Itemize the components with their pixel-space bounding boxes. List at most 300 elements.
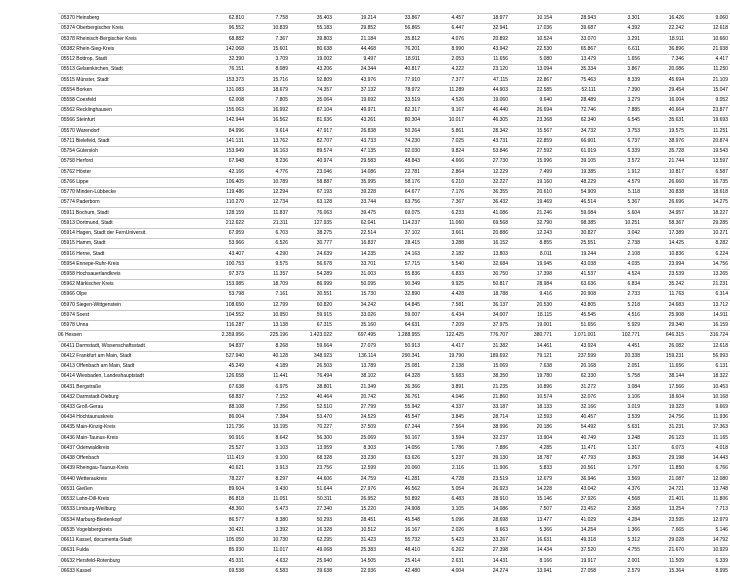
- value-cell: 19.160: [510, 177, 554, 187]
- value-cell: 11.250: [686, 65, 730, 75]
- value-cell: 31.423: [334, 535, 378, 545]
- value-cell: 14.792: [686, 535, 730, 545]
- value-cell: 5.833: [510, 464, 554, 474]
- value-cell: 53.966: [202, 239, 246, 249]
- value-cell: 38.275: [290, 228, 334, 238]
- value-cell: 23.046: [290, 167, 334, 177]
- value-cell: 49.068: [290, 546, 334, 556]
- value-cell: 37.520: [554, 546, 598, 556]
- value-cell: 86.999: [290, 280, 334, 290]
- table-row: [58, 402, 730, 412]
- value-cell: 3.248: [598, 433, 642, 443]
- value-cell: 75.463: [554, 75, 598, 85]
- value-cell: 36.761: [378, 392, 422, 402]
- value-cell: 3.105: [422, 505, 466, 515]
- value-cell: 102.771: [598, 331, 642, 341]
- value-cell: 32.890: [378, 290, 422, 300]
- value-cell: 32.166: [554, 402, 598, 412]
- value-cell: 697.495: [334, 331, 378, 341]
- value-cell: 11.289: [422, 85, 466, 95]
- region-name-cell: 05512 Bottrop, Stadt: [58, 54, 202, 64]
- value-cell: 19.214: [334, 14, 378, 24]
- region-name-cell: 05970 Siegen-Wittgenstein: [58, 300, 202, 310]
- region-name-cell: 06533 Limburg-Weilburg: [58, 505, 202, 515]
- value-cell: 16.992: [246, 106, 290, 116]
- value-cell: 7.346: [642, 54, 686, 64]
- value-cell: 3.863: [598, 454, 642, 464]
- value-cell: 25.081: [378, 361, 422, 371]
- value-cell: 6.737: [598, 136, 642, 146]
- value-cell: 316.724: [686, 331, 730, 341]
- value-cell: 1.423.022: [290, 331, 334, 341]
- value-cell: 646.315: [642, 331, 686, 341]
- region-name-cell: 05711 Bielefeld, Stadt: [58, 136, 202, 146]
- value-cell: 4.666: [422, 157, 466, 167]
- value-cell: 153.949: [202, 147, 246, 157]
- table-row: [58, 413, 730, 423]
- region-name-cell: 06531 Gießen: [58, 484, 202, 494]
- value-cell: 36.366: [378, 382, 422, 392]
- value-cell: 90.349: [378, 280, 422, 290]
- value-cell: 25.414: [378, 556, 422, 566]
- value-cell: 4.728: [422, 474, 466, 484]
- value-cell: 7.758: [246, 14, 290, 24]
- value-cell: 25.908: [642, 310, 686, 320]
- value-cell: 27.340: [290, 505, 334, 515]
- value-cell: 12.229: [466, 167, 510, 177]
- value-cell: 25.069: [334, 433, 378, 443]
- value-cell: 16.328: [290, 525, 334, 535]
- value-cell: 34.007: [466, 310, 510, 320]
- value-cell: 142.068: [202, 44, 246, 54]
- value-cell: 14.235: [334, 249, 378, 259]
- value-cell: 39.130: [466, 454, 510, 464]
- region-name-cell: 06434 Hochtaunuskreis: [58, 413, 202, 423]
- table-row: [58, 566, 730, 576]
- value-cell: 13.762: [246, 136, 290, 146]
- value-cell: 53.798: [202, 290, 246, 300]
- value-cell: 33.867: [378, 14, 422, 24]
- value-cell: 33.267: [466, 535, 510, 545]
- value-cell: 24.639: [290, 249, 334, 259]
- value-cell: 21.401: [642, 495, 686, 505]
- value-cell: 2.053: [422, 54, 466, 64]
- value-cell: 25.551: [554, 239, 598, 249]
- value-cell: 97.373: [202, 269, 246, 279]
- value-cell: 55.942: [378, 402, 422, 412]
- value-cell: 14.434: [510, 546, 554, 556]
- value-cell: 11.656: [466, 54, 510, 64]
- value-cell: 2.026: [422, 525, 466, 535]
- value-cell: 37.975: [466, 321, 510, 331]
- value-cell: 6.833: [422, 269, 466, 279]
- value-cell: 17.036: [510, 24, 554, 34]
- value-cell: 13.138: [246, 321, 290, 331]
- value-cell: 92.809: [290, 75, 334, 85]
- value-cell: 8.297: [246, 474, 290, 484]
- value-cell: 21.235: [466, 382, 510, 392]
- value-cell: 9.416: [510, 290, 554, 300]
- value-cell: 6.975: [246, 382, 290, 392]
- value-cell: 119.486: [202, 187, 246, 197]
- value-cell: 27.079: [334, 341, 378, 351]
- value-cell: 59.915: [290, 310, 334, 320]
- value-cell: 68.328: [290, 454, 334, 464]
- value-cell: 14.425: [642, 239, 686, 249]
- value-cell: 35.334: [554, 65, 598, 75]
- value-cell: 8.380: [246, 515, 290, 525]
- value-cell: 25.527: [202, 443, 246, 453]
- value-cell: 26.696: [642, 198, 686, 208]
- value-cell: 153.373: [202, 75, 246, 85]
- value-cell: 67.948: [202, 157, 246, 167]
- value-cell: 14.275: [686, 198, 730, 208]
- value-cell: 59.007: [378, 310, 422, 320]
- value-cell: 106.405: [202, 177, 246, 187]
- value-cell: 23.539: [642, 269, 686, 279]
- value-cell: 6.073: [642, 443, 686, 453]
- value-cell: 2.579: [598, 566, 642, 576]
- value-cell: 13.094: [510, 65, 554, 75]
- table-row: [58, 116, 730, 126]
- value-cell: 23.368: [510, 116, 554, 126]
- value-cell: 10.524: [510, 34, 554, 44]
- value-cell: 26.123: [642, 433, 686, 443]
- value-cell: 1.797: [598, 464, 642, 474]
- value-cell: 46.514: [554, 198, 598, 208]
- table-row: [58, 126, 730, 136]
- value-cell: 50.167: [378, 433, 422, 443]
- value-cell: 15.601: [246, 44, 290, 54]
- value-cell: 10.168: [686, 392, 730, 402]
- value-cell: 2.182: [422, 249, 466, 259]
- value-cell: 38.976: [642, 136, 686, 146]
- value-cell: 6.766: [686, 464, 730, 474]
- table-row: [58, 310, 730, 320]
- value-cell: 44.903: [466, 85, 510, 95]
- value-cell: 20.610: [510, 187, 554, 197]
- value-cell: 69.075: [378, 208, 422, 218]
- value-cell: 62.008: [202, 95, 246, 105]
- value-cell: 348.923: [290, 351, 334, 361]
- value-cell: 25.940: [290, 556, 334, 566]
- value-cell: 27.398: [466, 546, 510, 556]
- value-cell: 7.176: [422, 187, 466, 197]
- value-cell: 14.461: [510, 341, 554, 351]
- value-cell: 11.051: [246, 495, 290, 505]
- value-cell: 32.941: [466, 24, 510, 34]
- value-cell: 21.087: [642, 474, 686, 484]
- value-cell: 2.733: [598, 290, 642, 300]
- value-cell: 29.028: [642, 535, 686, 545]
- value-cell: 4.516: [598, 310, 642, 320]
- value-cell: 776.707: [466, 331, 510, 341]
- value-cell: 2.116: [422, 464, 466, 474]
- value-cell: 21.938: [686, 44, 730, 54]
- value-cell: 24.344: [334, 65, 378, 75]
- value-cell: 62.295: [290, 535, 334, 545]
- value-cell: 4.579: [598, 177, 642, 187]
- value-cell: 50.817: [466, 280, 510, 290]
- value-cell: 4.417: [422, 341, 466, 351]
- value-cell: 34.732: [554, 126, 598, 136]
- value-cell: 24.163: [378, 249, 422, 259]
- value-cell: 86.577: [202, 515, 246, 525]
- value-cell: 27.058: [554, 566, 598, 576]
- value-cell: 76.201: [378, 44, 422, 54]
- value-cell: 25.383: [334, 546, 378, 556]
- value-cell: 26.503: [290, 361, 334, 371]
- value-cell: 52.111: [554, 85, 598, 95]
- value-cell: 4.376: [598, 484, 642, 494]
- value-cell: 30.827: [554, 228, 598, 238]
- value-cell: 18.227: [686, 208, 730, 218]
- table-row: [58, 147, 730, 157]
- value-cell: 39.687: [554, 24, 598, 34]
- value-cell: 28.714: [466, 413, 510, 423]
- value-cell: 33.187: [466, 402, 510, 412]
- value-cell: 5.118: [598, 187, 642, 197]
- value-cell: 4.428: [422, 290, 466, 300]
- value-cell: 22.530: [510, 44, 554, 54]
- value-cell: 14.431: [466, 556, 510, 566]
- region-name-cell: 05966 Olpe: [58, 290, 202, 300]
- value-cell: 20.086: [642, 65, 686, 75]
- table-row: [58, 167, 730, 177]
- value-cell: 2.051: [598, 361, 642, 371]
- value-cell: 19.945: [510, 259, 554, 269]
- value-cell: 31.382: [466, 341, 510, 351]
- value-cell: 19.693: [686, 116, 730, 126]
- value-cell: 39.638: [290, 566, 334, 576]
- value-cell: 16.167: [378, 525, 422, 535]
- value-cell: 32.790: [510, 218, 554, 228]
- value-cell: 40.749: [554, 433, 598, 443]
- value-cell: 6.210: [422, 177, 466, 187]
- value-cell: 53.470: [290, 413, 334, 423]
- value-cell: 127.935: [290, 218, 334, 228]
- value-cell: 4.417: [686, 54, 730, 64]
- value-cell: 29.340: [642, 321, 686, 331]
- region-name-cell: 05911 Bochum, Stadt: [58, 208, 202, 218]
- value-cell: 19.575: [642, 126, 686, 136]
- value-cell: 15.047: [686, 85, 730, 95]
- value-cell: 5.758: [598, 372, 642, 382]
- value-cell: 4.018: [686, 443, 730, 453]
- value-cell: 18.322: [686, 372, 730, 382]
- value-cell: 6.703: [246, 228, 290, 238]
- value-cell: 8.995: [686, 566, 730, 576]
- value-cell: 43.942: [466, 44, 510, 54]
- value-cell: 8.663: [466, 525, 510, 535]
- value-cell: 21.109: [686, 75, 730, 85]
- value-cell: 8.855: [510, 239, 554, 249]
- table-row: [58, 546, 730, 556]
- value-cell: 7.564: [422, 423, 466, 433]
- value-cell: 18.604: [642, 392, 686, 402]
- value-cell: 7.885: [598, 106, 642, 116]
- data-table-container: [58, 13, 728, 576]
- table-row: [58, 382, 730, 392]
- value-cell: 14.443: [686, 454, 730, 464]
- region-name-cell: 06535 Vogelsbergkreis: [58, 525, 202, 535]
- value-cell: 64.845: [378, 300, 422, 310]
- value-cell: 20.874: [686, 136, 730, 146]
- value-cell: 4.222: [422, 65, 466, 75]
- value-cell: 62.041: [334, 218, 378, 228]
- region-name-cell: 06437 Odenwaldkreis: [58, 443, 202, 453]
- value-cell: 50.293: [290, 515, 334, 525]
- value-cell: 3.019: [598, 402, 642, 412]
- table-row: [58, 44, 730, 54]
- table-row: [58, 95, 730, 105]
- value-cell: 12.799: [246, 300, 290, 310]
- value-cell: 32.076: [554, 392, 598, 402]
- value-cell: 3.106: [598, 392, 642, 402]
- table-row: [58, 228, 730, 238]
- region-name-cell: 05915 Hamm, Stadt: [58, 239, 202, 249]
- value-cell: 111.419: [202, 454, 246, 464]
- value-cell: 63.626: [378, 454, 422, 464]
- value-cell: 20.742: [334, 392, 378, 402]
- value-cell: 7.367: [246, 34, 290, 44]
- value-cell: 30.750: [466, 269, 510, 279]
- value-cell: 62.810: [202, 14, 246, 24]
- value-cell: 14.505: [334, 556, 378, 566]
- value-cell: 17.363: [686, 423, 730, 433]
- table-row: [58, 321, 730, 331]
- value-cell: 12.294: [246, 187, 290, 197]
- value-cell: 41.029: [554, 515, 598, 525]
- value-cell: 6.611: [598, 44, 642, 54]
- value-cell: 67.244: [378, 423, 422, 433]
- value-cell: 13.479: [554, 54, 598, 64]
- value-cell: 48.229: [554, 177, 598, 187]
- value-cell: 86.818: [202, 495, 246, 505]
- value-cell: 8.642: [246, 433, 290, 443]
- value-cell: 14.228: [510, 484, 554, 494]
- region-name-cell: 05762 Höxter: [58, 167, 202, 177]
- value-cell: 63.128: [290, 198, 334, 208]
- value-cell: 11.357: [246, 269, 290, 279]
- value-cell: 47.793: [554, 454, 598, 464]
- value-cell: 33.744: [334, 198, 378, 208]
- value-cell: 18.911: [378, 54, 422, 64]
- region-name-cell: 05958 Hochsauerlandkreis: [58, 269, 202, 279]
- value-cell: 24.274: [466, 566, 510, 576]
- table-row: [58, 433, 730, 443]
- region-name-cell: 05566 Steinfurt: [58, 116, 202, 126]
- value-cell: 108.650: [202, 300, 246, 310]
- value-cell: 4.755: [598, 546, 642, 556]
- value-cell: 4.776: [246, 167, 290, 177]
- value-cell: 7.638: [510, 361, 554, 371]
- value-cell: 10.574: [510, 392, 554, 402]
- value-cell: 22.936: [334, 566, 378, 576]
- value-cell: 28.698: [466, 515, 510, 525]
- region-name-cell: 05513 Gelsenkirchen, Stadt: [58, 65, 202, 75]
- value-cell: 35.242: [642, 280, 686, 290]
- value-cell: 2.864: [422, 167, 466, 177]
- value-cell: 4.632: [246, 556, 290, 566]
- region-name-cell: 06438 Offenbach: [58, 454, 202, 464]
- value-cell: 16.163: [246, 147, 290, 157]
- value-cell: 2.001: [598, 556, 642, 566]
- value-cell: 5.423: [422, 535, 466, 545]
- value-cell: 10.929: [686, 546, 730, 556]
- value-cell: 3.301: [598, 14, 642, 24]
- value-cell: 5.146: [686, 525, 730, 535]
- value-cell: 72.746: [554, 106, 598, 116]
- value-cell: 4.189: [246, 361, 290, 371]
- value-cell: 6.314: [686, 290, 730, 300]
- value-cell: 5.367: [598, 198, 642, 208]
- value-cell: 38.801: [290, 382, 334, 392]
- table-row: [58, 249, 730, 259]
- region-name-cell: 05954 Ennepe-Ruhr-Kreis: [58, 259, 202, 269]
- value-cell: 7.367: [422, 198, 466, 208]
- value-cell: 4.290: [246, 249, 290, 259]
- table-body: [58, 14, 730, 576]
- value-cell: 9.669: [686, 402, 730, 412]
- region-name-cell: 06534 Marburg-Biedenkopf: [58, 515, 202, 525]
- region-name-cell: 06532 Lahn-Dill-Kreis: [58, 495, 202, 505]
- value-cell: 80.638: [290, 44, 334, 54]
- value-cell: 15.730: [334, 290, 378, 300]
- value-cell: 50.913: [378, 341, 422, 351]
- region-name-cell: 06435 Main-Kinzig-Kreis: [58, 423, 202, 433]
- table-row: [58, 269, 730, 279]
- region-name-cell: 05774 Paderborn: [58, 198, 202, 208]
- value-cell: 3.539: [598, 413, 642, 423]
- value-cell: 8.282: [686, 239, 730, 249]
- value-cell: 89.574: [290, 147, 334, 157]
- value-cell: 16.004: [642, 95, 686, 105]
- value-cell: 18.787: [510, 454, 554, 464]
- value-cell: 4.451: [598, 341, 642, 351]
- value-cell: 3.594: [422, 433, 466, 443]
- region-name-cell: 05570 Warendorf: [58, 126, 202, 136]
- table-row: [58, 198, 730, 208]
- value-cell: 19.917: [554, 556, 598, 566]
- region-name-cell: 05370 Heinsberg: [58, 14, 202, 24]
- value-cell: 45.548: [378, 515, 422, 525]
- value-cell: 24.756: [642, 413, 686, 423]
- value-cell: 2.631: [422, 556, 466, 566]
- region-name-cell: 05562 Recklinghausen: [58, 106, 202, 116]
- value-cell: 1.786: [422, 443, 466, 453]
- value-cell: 47.917: [290, 126, 334, 136]
- value-cell: 55.183: [290, 24, 334, 34]
- value-cell: 16.562: [246, 116, 290, 126]
- table-row: [58, 65, 730, 75]
- value-cell: 15.716: [246, 75, 290, 85]
- value-cell: 46.305: [466, 116, 510, 126]
- value-cell: 15.146: [510, 495, 554, 505]
- value-cell: 8.089: [246, 65, 290, 75]
- value-cell: 19.001: [510, 321, 554, 331]
- value-cell: 4.076: [422, 34, 466, 44]
- value-cell: 23.519: [466, 474, 510, 484]
- value-cell: 11.806: [686, 495, 730, 505]
- value-cell: 64.328: [378, 372, 422, 382]
- table-row: [58, 454, 730, 464]
- value-cell: 32.237: [466, 433, 510, 443]
- value-cell: 43.038: [554, 259, 598, 269]
- value-cell: 28.943: [554, 14, 598, 24]
- value-cell: 27.976: [334, 484, 378, 494]
- value-cell: 39.105: [554, 157, 598, 167]
